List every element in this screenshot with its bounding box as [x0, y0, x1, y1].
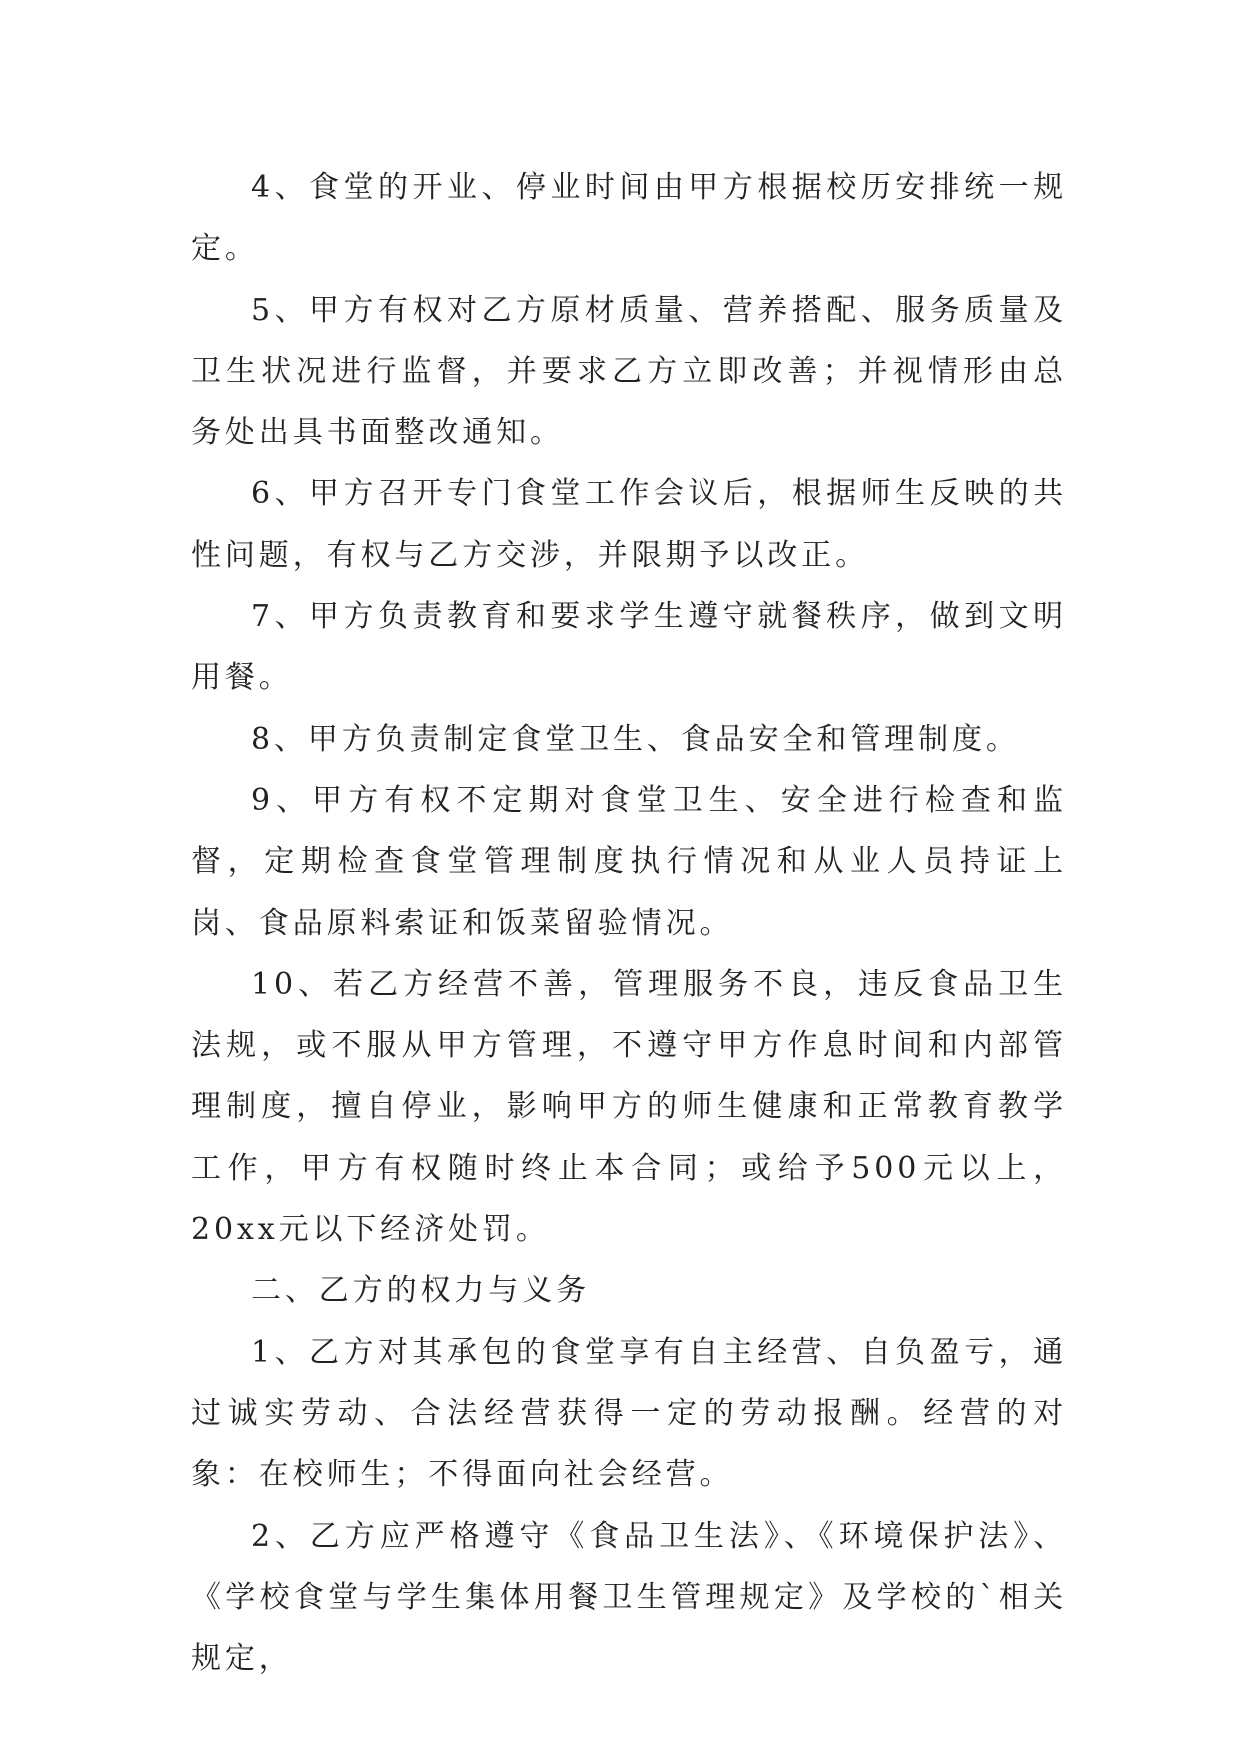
document-body	[191, 157, 1067, 1689]
paragraph-item-8: 8、甲方负责制定食堂卫生、食品安全和管理制度。	[251, 721, 1020, 757]
paragraph-item-9: 9、甲方有权不定期对食堂卫生、安全进行检查和监督，定期检查食堂管理制度执行情况和从业人员持证上岗、食品原料索证和饭菜留验情况。	[191, 782, 1067, 941]
paragraph-item-5: 5、甲方有权对乙方原材质量、营养搭配、服务质量及卫生状况进行监督，并要求乙方立即改善；并视情形由总务处出具书面整改通知。	[191, 292, 1067, 451]
paragraph-item-b2: 2、乙方应严格遵守《食品卫生法》、《环境保护法》、《学校食堂与学生集体用餐卫生管理规定》及学校的`相关规定，	[191, 1518, 1067, 1677]
paragraph-item-6: 6、甲方召开专门食堂工作会议后，根据师生反映的共性问题，有权与乙方交涉，并限期予以改正。	[191, 476, 1067, 573]
paragraph-item-b1: 1、乙方对其承包的食堂享有自主经营、自负盈亏，通过诚实劳动、合法经营获得一定的劳动报酬。经营的对象：在校师生；不得面向社会经营。	[191, 1334, 1067, 1493]
section-heading: 二、乙方的权力与义务	[251, 1273, 590, 1309]
paragraph-item-10: 10、若乙方经营不善，管理服务不良，违反食品卫生法规，或不服从甲方管理，不遵守甲方作息时间和内部管理制度，擅自停业，影响甲方的师生健康和正常教育教学工作，甲方有权随时终止本合同；或给予500元以上，20xx元以下经济处罚。	[191, 966, 1067, 1248]
paragraph-item-4: 4、食堂的开业、停业时间由甲方根据校历安排统一规定。	[191, 170, 1067, 267]
paragraph-item-7: 7、甲方负责教育和要求学生遵守就餐秩序，做到文明用餐。	[191, 599, 1067, 696]
